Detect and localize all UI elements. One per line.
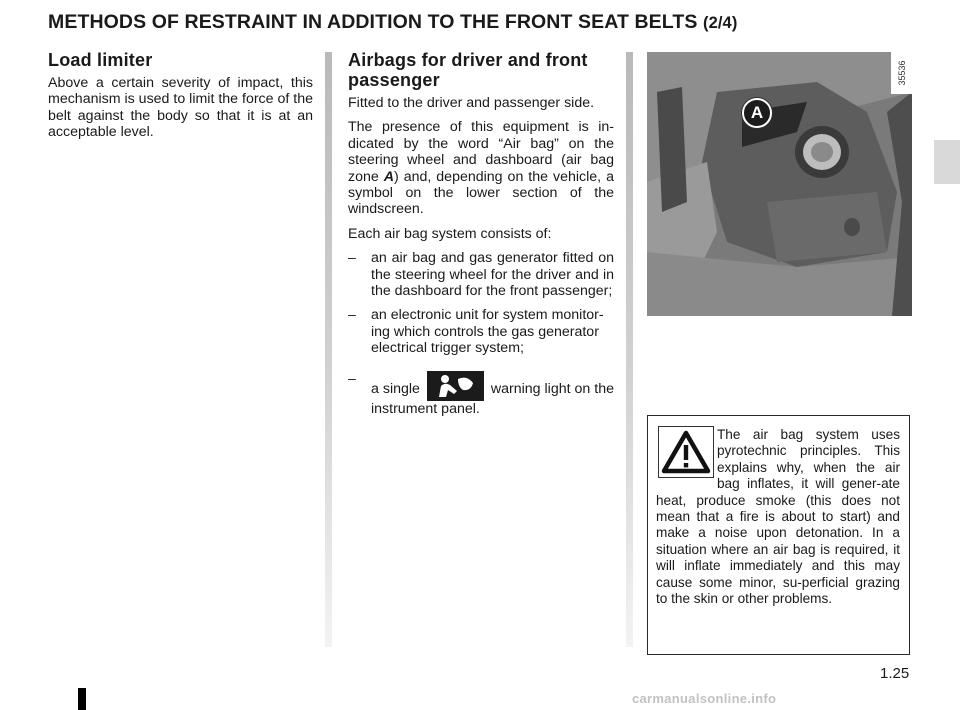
airbags-heading: Airbags for driver and front passenger (348, 50, 588, 90)
column-divider-left (325, 52, 332, 647)
warning-box (647, 415, 910, 655)
warning-text-block (656, 427, 900, 607)
list-item-text-before: a single (371, 380, 420, 397)
list-item-text-after: warning light on the instrument panel. (371, 380, 614, 417)
list-item (348, 307, 614, 356)
airbags-section (348, 50, 614, 425)
list-item (348, 250, 614, 299)
load-limiter-section (48, 50, 313, 149)
airbags-presence-paragraph (348, 119, 614, 217)
list-item-text: an electronic unit for system monitor-ing which controls the gas generator electrical trigger system; (371, 307, 604, 357)
airbag-warning-light-icon (427, 371, 484, 401)
page-number: 1.25 (880, 665, 910, 682)
page-title (48, 11, 737, 34)
watermark: carmanualsonline.info (632, 691, 777, 706)
photo-reference-code (891, 52, 912, 94)
page-part-indicator: (2/4) (702, 14, 738, 32)
airbag-zone-label: A (383, 168, 394, 185)
crop-mark (78, 688, 86, 710)
chapter-tab (934, 140, 960, 184)
airbags-presence-after: ) and, depending on the vehicle, a symbol on the lower section of the windscreen. (348, 168, 614, 218)
list-item (348, 371, 614, 417)
airbags-presence-before: The presence of this equipment is in-dicated by the word “Air bag” on the steering wheel and dashboard (air bag zone (348, 119, 614, 185)
airbags-intro: Fitted to the driver and passenger side. (348, 95, 595, 111)
list-dash: – (348, 370, 356, 387)
load-limiter-heading: Load limiter (48, 50, 153, 70)
load-limiter-body: Above a certain severity of impact, this mechanism is used to limit the force of the belt against the body so that it is at an acceptable level. (48, 75, 313, 141)
column-divider-right (626, 52, 633, 647)
list-item-text: an air bag and gas generator fitted on the steering wheel for the driver and in the dashboard for the front passenger; (371, 250, 614, 300)
airbags-consists-of: Each air bag system consists of: (348, 225, 552, 242)
warning-text: The air bag system uses pyrotechnic principles. This explains why, when the air bag inflates, it will gener-ate heat, produce smoke (this does not mean that a fire is about to start) and make a noise upon detonation. In a situation where an air bag is required, it will inflate immediately and this may cause some minor, su-perficial grazing to the skin or other problems. (656, 427, 900, 607)
list-dash: – (348, 250, 356, 267)
list-dash: – (348, 307, 356, 324)
airbag-zone-marker: A (742, 98, 772, 128)
photo-reference-code-text: 35536 (896, 60, 907, 86)
page-title-text: METHODS OF RESTRAINT IN ADDITION TO THE FRONT SEAT BELTS (48, 11, 698, 33)
dashboard-photo (647, 52, 912, 316)
